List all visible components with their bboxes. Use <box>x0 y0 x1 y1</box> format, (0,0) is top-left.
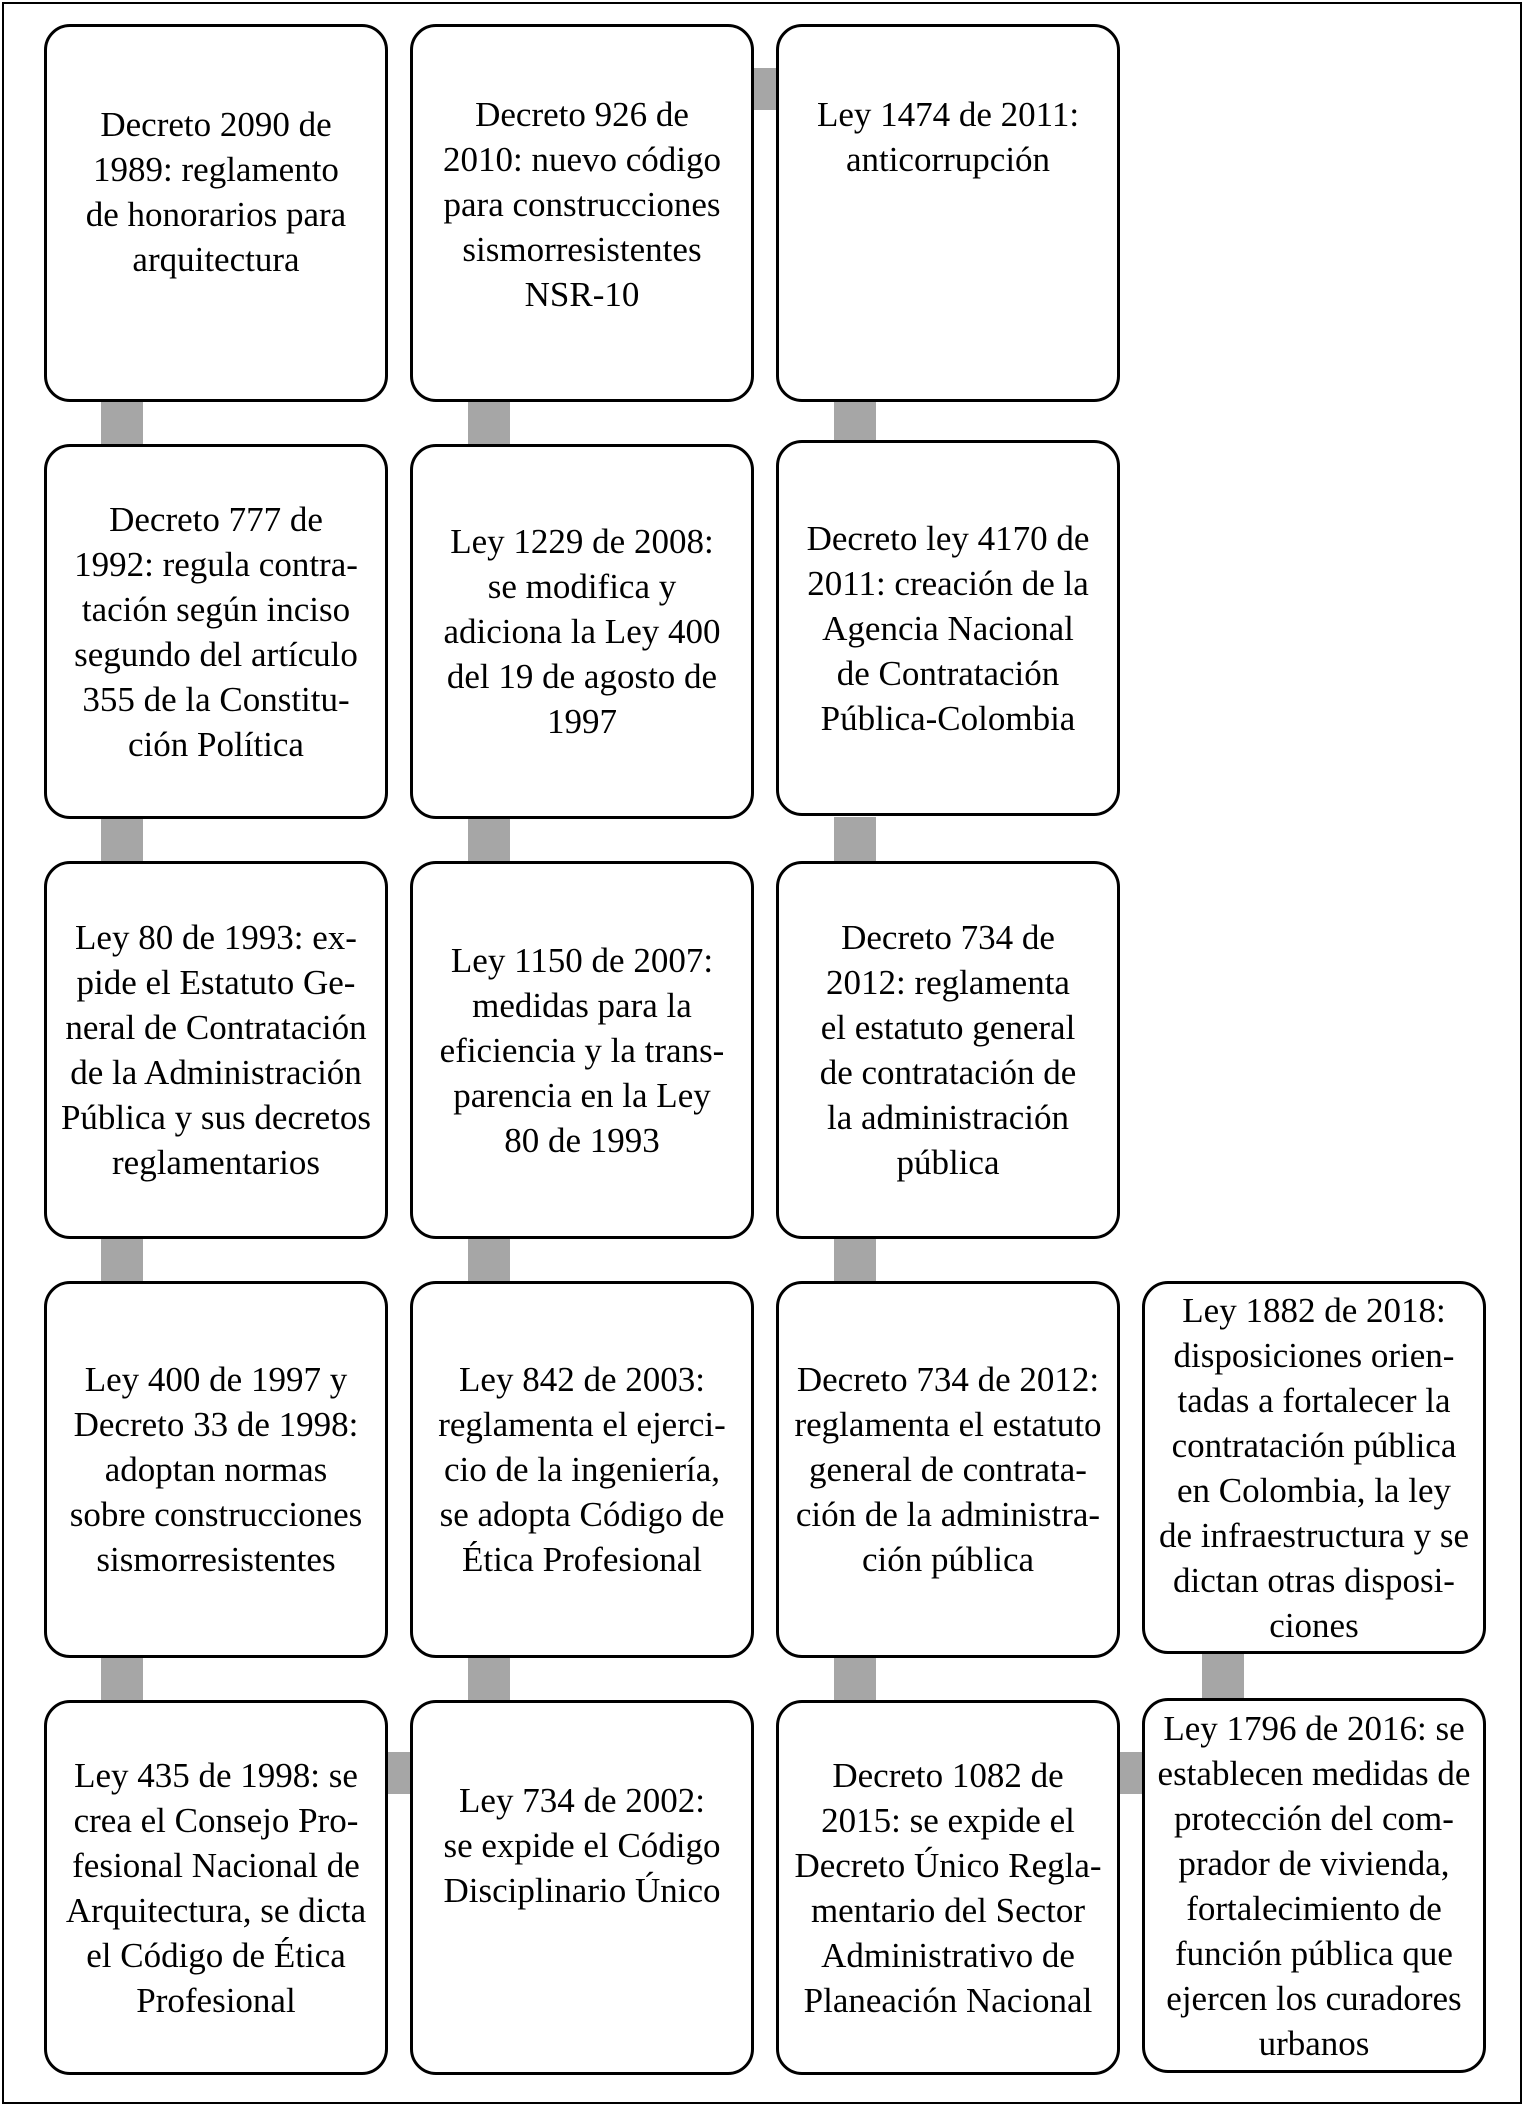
timeline-box: Decreto 2090 de 1989: reglamento de honorarios para arquitectura <box>44 24 388 402</box>
connector <box>101 817 143 863</box>
diagram-frame <box>2 2 1522 2104</box>
timeline-box: Ley 80 de 1993: ex- pide el Estatuto Ge- neral de Contratación de la Administración Pública y sus decretos reglamentarios <box>44 861 388 1239</box>
timeline-box: Decreto ley 4170 de 2011: creación de la Agencia Nacional de Contratación Pública-Colombia <box>776 440 1120 816</box>
timeline-box: Ley 1150 de 2007: medidas para la eficiencia y la trans- parencia en la Ley 80 de 1993 <box>410 861 754 1239</box>
timeline-box: Ley 1474 de 2011: anticorrupción <box>776 24 1120 402</box>
timeline-box: Ley 1882 de 2018: disposiciones orien- tadas a fortalecer la contratación pública en Colombia, la ley de infraestructura y se dictan otras disposi- ciones <box>1142 1281 1486 1654</box>
connector <box>101 1656 143 1702</box>
timeline-box: Ley 1229 de 2008: se modifica y adiciona la Ley 400 del 19 de agosto de 1997 <box>410 444 754 819</box>
connector <box>834 1237 876 1283</box>
connector <box>101 400 143 446</box>
timeline-box: Decreto 734 de 2012: reglamenta el estatuto general de contratación de la administración pública <box>776 861 1120 1239</box>
connector <box>468 1237 510 1283</box>
connector <box>468 400 510 446</box>
timeline-box: Ley 734 de 2002: se expide el Código Disciplinario Único <box>410 1700 754 2075</box>
connector <box>834 1656 876 1702</box>
timeline-box: Decreto 926 de 2010: nuevo código para construcciones sismorresistentes NSR-10 <box>410 24 754 402</box>
connector <box>101 1237 143 1283</box>
connector <box>834 817 876 863</box>
timeline-box: Decreto 1082 de 2015: se expide el Decreto Único Regla- mentario del Sector Administrativo de Planeación Nacional <box>776 1700 1120 2075</box>
connector <box>1202 1650 1244 1702</box>
timeline-box: Ley 1796 de 2016: se establecen medidas de protección del com- prador de vivienda, fortalecimiento de función pública que ejercen los curadores urbanos <box>1142 1698 1486 2073</box>
connector <box>468 1656 510 1702</box>
timeline-box: Ley 435 de 1998: se crea el Consejo Pro- fesional Nacional de Arquitectura, se dicta el Código de Ética Profesional <box>44 1700 388 2075</box>
timeline-box: Decreto 777 de 1992: regula contra- tación según inciso segundo del artículo 355 de la Constitu- ción Política <box>44 444 388 819</box>
timeline-box: Decreto 734 de 2012: reglamenta el estatuto general de contrata- ción de la administra- ción pública <box>776 1281 1120 1658</box>
connector <box>468 817 510 863</box>
timeline-box: Ley 842 de 2003: reglamenta el ejerci- cio de la ingeniería, se adopta Código de Ética Profesional <box>410 1281 754 1658</box>
timeline-box: Ley 400 de 1997 y Decreto 33 de 1998: adoptan normas sobre construcciones sismorresistentes <box>44 1281 388 1658</box>
